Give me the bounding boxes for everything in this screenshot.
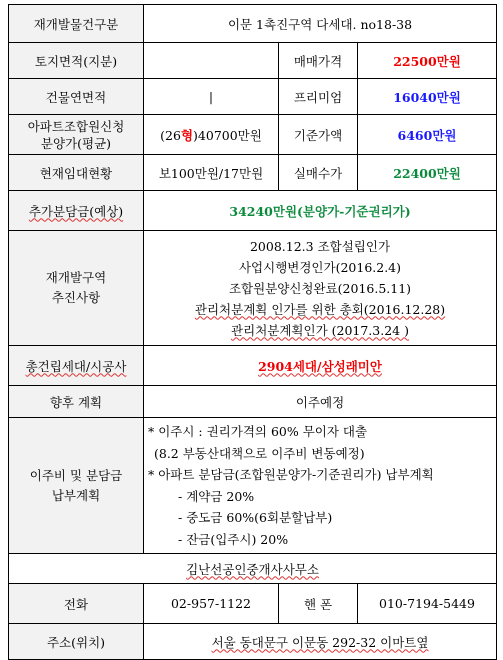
base-value-amount: 6460만원 (358, 115, 497, 155)
progress-label (9, 231, 144, 346)
progress-item: 사업시행변경인가(2016.2.4) (238, 259, 402, 275)
relocation-item: * 아파트 분담금(조합원분양가-기준권리가) 납부계획 (148, 467, 434, 482)
sale-price-value: 22500만원 (358, 43, 497, 79)
building-area-value (144, 79, 279, 115)
relocation-item: - 계약금 20% (178, 488, 255, 504)
future-plan-label: 향후 계획 (9, 386, 144, 418)
land-area-label: 토지면적(지분) (9, 43, 144, 79)
premium-label: 프리미엄 (279, 79, 358, 115)
building-area-label: 건물연면적 (9, 79, 144, 115)
relocation-item: - 중도금 60%(6회분할납부) (178, 510, 333, 525)
apt-price-label (9, 115, 144, 155)
relocation-label-line2: 납부계획 (51, 487, 101, 503)
row-future-plan (9, 386, 497, 418)
row-apt-price (9, 115, 497, 155)
apt-price-label-line1: 아파트조합원신청 (27, 118, 125, 134)
progress-label-line2: 추진사항 (51, 290, 101, 305)
mobile-label: 핸 폰 (279, 584, 358, 624)
row-land-area (9, 43, 497, 79)
phone-value: 02-957-1122 (144, 584, 279, 624)
category-value: 이문 1촉진구역 다세대. no18-38 (144, 5, 497, 43)
relocation-item: (8.2 부동산대책으로 이주비 변동예정) (154, 445, 365, 461)
relocation-label-line1: 이주비 및 분담금 (29, 467, 123, 483)
property-info-table (8, 4, 497, 660)
row-lease (9, 155, 497, 191)
progress-label-line1: 재개발구역 (45, 270, 107, 285)
extra-charge-label (9, 191, 144, 231)
households-label-text: 총건립세대/시공사 (25, 358, 127, 374)
progress-item: 조합원분양신청완료(2016.5.11) (228, 280, 412, 296)
relocation-details (144, 418, 497, 554)
extra-charge-value: 34240만원(분양가-기준권리가) (144, 191, 497, 231)
address-label: 주소(위치) (9, 624, 144, 660)
agency-name-text: 김난선공인중개사사무소 (186, 561, 319, 577)
apt-price-suffix: )40700만원 (193, 127, 262, 143)
row-households (9, 346, 497, 386)
lease-value: 보100만원/17만원 (144, 155, 279, 191)
lease-label: 현재임대현황 (9, 155, 144, 191)
progress-item: 관리처분계획인가 (2017.3.24 ) (231, 322, 409, 338)
progress-details (144, 231, 497, 346)
relocation-label (9, 418, 144, 554)
relocation-item: - 잔금(입주시) 20% (178, 531, 289, 547)
base-value-label: 기준가액 (279, 115, 358, 155)
actual-price-label: 실매수가 (279, 155, 358, 191)
apt-price-label-line2: 분양가(평균) (40, 135, 112, 151)
row-relocation (9, 418, 497, 554)
households-value-text: 2904세대/삼성래미안 (258, 358, 382, 374)
row-contact (9, 584, 497, 624)
extra-charge-label-text: 추가분담금(예상) (28, 203, 124, 219)
row-extra-charge (9, 191, 497, 231)
households-value (144, 346, 497, 386)
progress-item: 2008.12.3 조합설립인가 (249, 238, 391, 254)
row-progress (9, 231, 497, 346)
row-category (9, 5, 497, 43)
relocation-item: * 이주시 : 권리가격의 60% 무이자 대출 (148, 424, 368, 439)
text-cursor-mark: | (208, 89, 214, 104)
premium-value: 16040만원 (358, 79, 497, 115)
actual-price-value: 22400만원 (358, 155, 497, 191)
apt-price-prefix: (26 (160, 127, 181, 143)
phone-label: 전화 (9, 584, 144, 624)
apt-price-type-highlight: 형 (180, 127, 194, 143)
row-address (9, 624, 497, 660)
apt-price-value (144, 115, 279, 155)
mobile-value: 010-7194-5449 (358, 584, 497, 624)
row-building-area (9, 79, 497, 115)
agency-name (9, 554, 497, 584)
progress-item: 관리처분계획 인가를 위한 총회(2016.12.28) (194, 301, 446, 317)
future-plan-value: 이주예정 (144, 386, 497, 418)
address-value (144, 624, 497, 660)
row-agency (9, 554, 497, 584)
category-label: 재개발물건구분 (9, 5, 144, 43)
address-value-text: 서울 동대문구 이문동 292-32 이마트옆 (211, 634, 429, 650)
sale-price-label: 매매가격 (279, 43, 358, 79)
households-label (9, 346, 144, 386)
land-area-value (144, 43, 279, 79)
